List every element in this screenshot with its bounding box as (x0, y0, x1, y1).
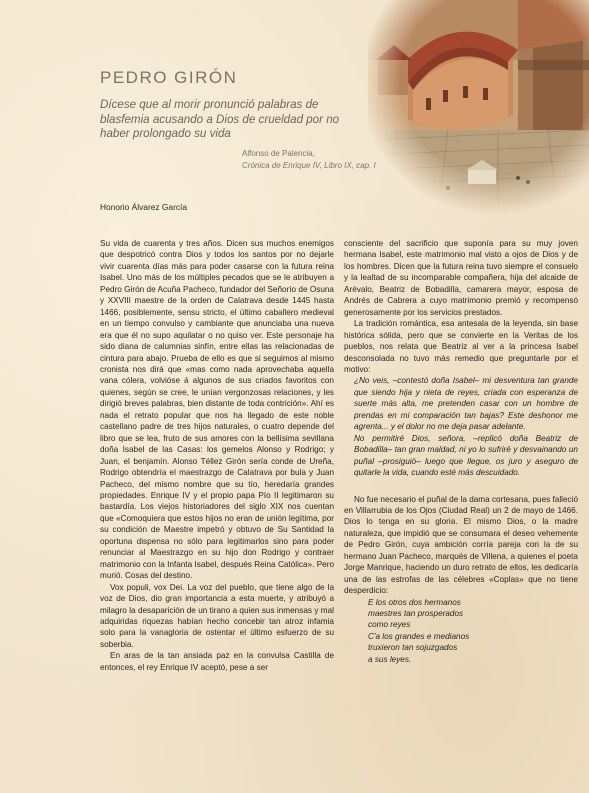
source-author: Alfonso de Palencia, (242, 149, 315, 158)
source-work: Crónica de Enrique IV, Libro IX, cap. I (242, 161, 376, 170)
paragraph: consciente del sacrificio que suponía para su muy joven hermana Isabel, este matrimonio mal visto a ojos de Dios y de los hombres. Dicen que la futura reina tuvo siempre el consuelo y la lealtad de su incomparable compañera, hija del alcaide de Arévalo, Beatriz de Bobadilla, camarera mayor, esposa de Andrés de Cabrera a cuyo matrimonio premió y recompensó generosamente por los servicios prestados. (344, 239, 578, 317)
article-title: PEDRO GIRÓN (100, 68, 238, 87)
verse-line: como reyes (368, 620, 411, 630)
verse-line: a sus leyes. (368, 654, 412, 664)
verse-line: truxieron tan sojuzgados (368, 643, 458, 653)
paragraph: La tradición romántica, esa antesala de la leyenda, sin base histórica sólida, pero que se convierte en la Veritas de los pueblos, nos relata que Beatriz al ver a la princesa Isabel desconsolada no tuvo más remedio que preguntarle por el motivo: (344, 319, 578, 374)
verse-stanza (368, 597, 578, 665)
paragraph: En aras de la tan ansiada paz en la convulsa Castilla de entonces, el rey Enrique IV aceptó, pese a ser (100, 651, 334, 672)
epigraph-source (242, 148, 412, 172)
text-column-left (100, 238, 334, 673)
paragraph: Su vida de cuarenta y tres años. Dicen sus muchos enemigos que despotricó contra Dios y todos los santos por no dejarle vivir cuarenta días más para poder casarse con la futura reina Isabel. Uno más de los múltiples pecados que se le atribuyen a Pedro Girón de Acuña Pacheco, fundador del Señorío de Osuna y XXVIII maestre de la orden de Calatrava desde 1445 hasta 1466, posiblemente, sensu stricto, el último caballero medieval en un tiempo convulso y cambiante que anunciaba una nueva era que él no supo aquilatar o no quiso ver. Este personaje ha sido diana de calumnias sinfín, entre ellas las relacionadas de cintura para abajo. Prueba de ello es que si seguimos al mismo cronista nos dirá que «mas como nada aprovechaba aquella vana cólera, volvióse á algunos de sus criados favoritos con quienes, según se cree, le unían vergonzosas relaciones, y les dirigió breves palabras, bien distante de toda contrición». Ahí es nada el retrato popular que nos ha llegado de este noble castellano padre de tres hijos naturales, o cuatro depende del libro que se lea, fruto de sus amores con la bellísima sevillana doña Isabel de las Casas: los gemelos Alonso y Rodrigo; y Juan, el benjamín. Alonso Téllez Girón sería conde de Ureña, Rodrigo obtendría el maestrazgo de Calatrava por bula y Juan Pacheco, del mismo nombre que su tío, heredaría grandes propiedades. Enrique IV y el propio papa Pío II legitimaron su bastardía. Los viejos historiadores del siglo XIX nos cuentan que «Comoquiera que estos hijos no eran de unión legítima, por su condición de Maestre impetró y obtuvo de Su Santidad la oportuna dispensa no sólo para legitimarlos sino para poder renunciar al Maestrazgo en su hijo don Rodrigo y contraer matrimonio con la Infanta Isabel, después Reina Católica». Pero murió. Cosas del destino. (100, 239, 334, 581)
dialogue-beatriz: No permitiré Dios, señora, –replicó doña Beatriz de Bobadilla– tan gran maldad, ni yo lo sufriré y desvainando un puñal –prosiguió– luego que llegue, os juro y aseguro de quitarle la vida, cuando esté más descuidado. (354, 433, 578, 478)
article-author: Honorio Álvarez García (100, 202, 188, 212)
paragraph: No fue necesario el puñal de la dama cortesana, pues falleció en Villarrubia de los Ojos (Ciudad Real) un 2 de mayo de 1466. Dios lo tenga en su gloria. El mismo Dios, o la madre naturaleza, que impidió que se consumara el deseo vehemente de Pedro Girón, cuya ambición corría pareja con la de su hermano Juan Pacheco, marqués de Villena, a quienes el poeta Jorge Manrique, haciendo un duro retrato de ellos, les dedicaría una de las estrofas de las célebres «Coplas» que no tiene desperdicio: (344, 494, 578, 596)
verse-line: C'a los grandes e medianos (368, 631, 470, 641)
paragraph: Vox populi, vox Dei. La voz del pueblo, que tiene algo de la voz de Dios, dio gran importancia a esta muerte, y atribuyó a milagro la desaparición de un tirano a quien sus inmensas y mal adquiridas riquezas habían hecho concebir tan atroz infamia solo para la vanagloria de ostentar el último esfuerzo de su soberbia. (100, 582, 334, 649)
epigraph-quote: Dícese que al morir pronunció palabras de blasfemia acusando a Dios de crueldad por no haber prolongado su vida (100, 98, 340, 140)
dialogue-isabel: ¿No veis, –contestó doña Isabel– mi desventura tan grande que siendo hija y nieta de reyes, criada con esperanza de suerte más alta, me pretenden casar con un hombre de prendas en mi comparación tan bajas? Este deshonor me agrenta... y el dolor no me deja pasar adelante. (354, 376, 578, 432)
text-column-right (344, 238, 578, 665)
verse-line: E los otros dos hermanos (368, 597, 461, 607)
verse-line: maestres tan prosperados (368, 609, 464, 618)
castle-church-illustration (368, 0, 589, 215)
